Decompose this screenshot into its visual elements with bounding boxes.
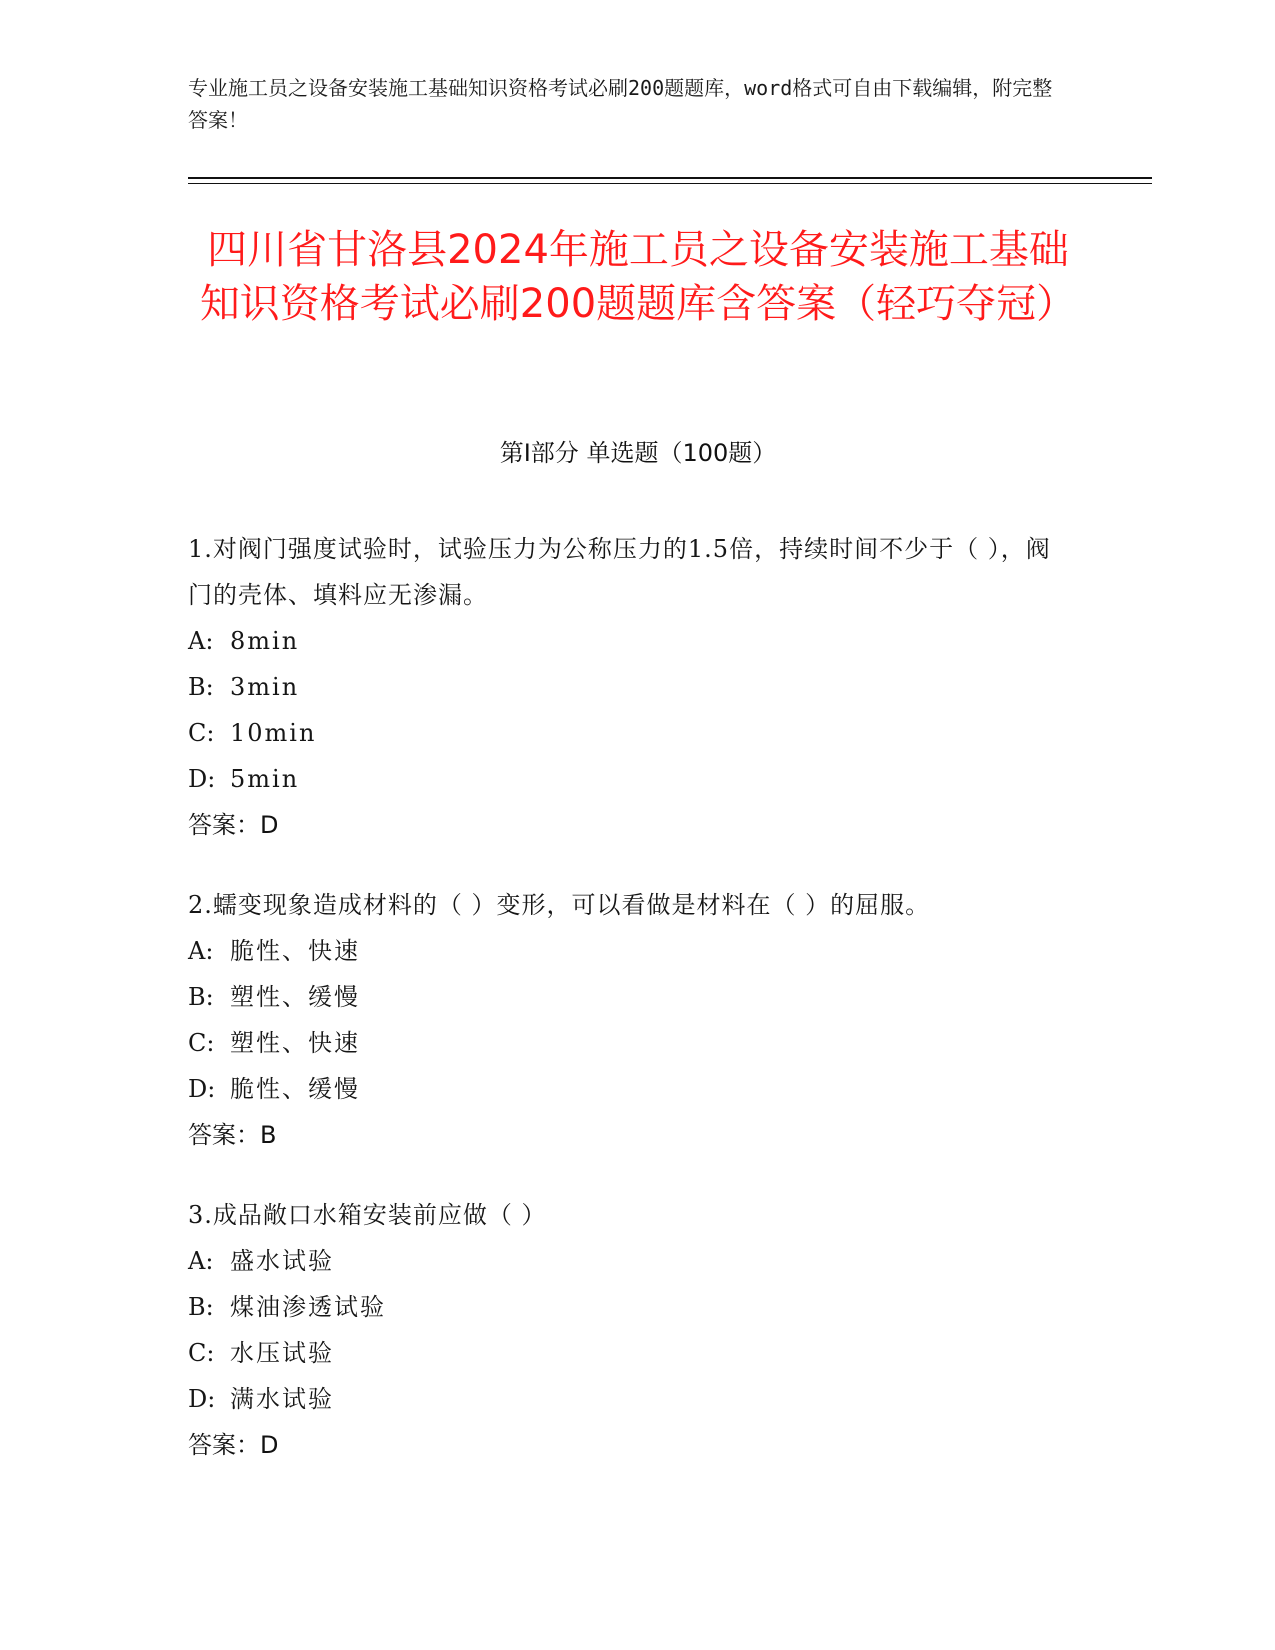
document-title: 四川省甘洛县2024年施工员之设备安装施工基础知识资格考试必刷200题题库含答案（轻巧夺冠） [199,227,1077,327]
header-rule-thick [188,177,1152,179]
option-b [188,664,1068,710]
question-list [188,526,1068,1502]
option-c [188,1330,1068,1376]
option-text: 塑性、快速 [230,1029,360,1057]
option-text: 脆性、快速 [230,937,360,965]
option-text: 水压试验 [230,1339,334,1367]
option-text: 8min [230,627,300,655]
answer-line: 答案：B [188,1121,277,1149]
option-c [188,710,1068,756]
option-text: 塑性、缓慢 [230,983,360,1011]
option-key: B: [188,1293,214,1321]
option-key: A: [188,1247,214,1275]
option-text: 盛水试验 [230,1247,334,1275]
option-c [188,1020,1068,1066]
option-text: 10min [230,719,317,747]
option-key: B: [188,673,214,701]
option-text: 3min [230,673,300,701]
option-d [188,756,1068,802]
question-stem: 2.蠕变现象造成材料的（ ）变形，可以看做是材料在（ ）的屈服。 [188,891,931,919]
option-d [188,1376,1068,1422]
option-a [188,928,1068,974]
option-a [188,1238,1068,1284]
header-rule-thin [188,183,1152,184]
option-b [188,974,1068,1020]
question-stem: 1.对阀门强度试验时，试验压力为公称压力的1.5倍，持续时间不少于（ ），阀门的壳体、填料应无渗漏。 [188,535,1051,609]
question-3 [188,1192,1068,1468]
option-a [188,618,1068,664]
question-2 [188,882,1068,1158]
option-text: 煤油渗透试验 [230,1293,386,1321]
option-key: A: [188,937,214,965]
option-key: C: [188,719,215,747]
header-note: 专业施工员之设备安装施工基础知识资格考试必刷200题题库，word格式可自由下载编辑，附完整答案！ [188,76,1053,132]
option-d [188,1066,1068,1112]
question-1 [188,526,1068,848]
option-key: D: [188,765,216,793]
option-text: 5min [230,765,300,793]
option-key: A: [188,627,214,655]
option-key: C: [188,1029,215,1057]
option-key: C: [188,1339,215,1367]
option-key: B: [188,983,214,1011]
option-key: D: [188,1385,216,1413]
question-stem: 3.成品敞口水箱安装前应做（ ） [188,1201,547,1229]
option-key: D: [188,1075,216,1103]
answer-line: 答案：D [188,811,279,839]
option-text: 满水试验 [230,1385,334,1413]
option-b [188,1284,1068,1330]
answer-line: 答案：D [188,1431,279,1459]
option-text: 脆性、缓慢 [230,1075,360,1103]
section-title: 第Ⅰ部分 单选题（100题） [499,439,777,467]
